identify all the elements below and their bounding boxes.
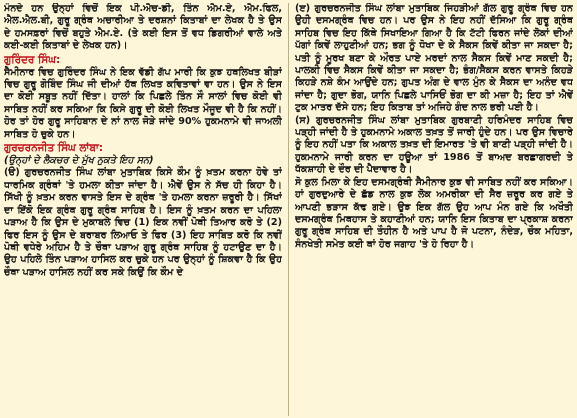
- lamba-point-a-paragraph: (ੳ) ਗੁਰਚਰਨਜੀਤ ਸਿੰਘ ਲਾਂਬਾ ਮੁਤਾਬਿਕ ਕਿਸੇ ਕੌਮ ਨੂੰ ਖ਼ਤਮ ਕਰਨਾ ਹੋਵੇ ਤਾਂ ਧਾਰਮਿਕ ਗ੍ਰੰਥਾਂ 'ਤੇ ਹਮਲਾ ਕੀਤਾ ਜਾਂਦਾ ਹੈ। ਐਵੇਂ ਉਸ ਨੇ ਸੱਚ ਹੀ ਕਿਹਾ ਹੈ। ਸਿੱਖੀ ਨੂੰ ਖ਼ਤਮ ਕਰਨ ਵਾਸਤੇ ਇਸ ਦੇ ਗ੍ਰੰਥ 'ਤੇ ਹਮਲਾ ਕਰਨਾ ਜ਼ਰੂਰੀ ਹੈ। ਸਿੱਖਾਂ ਦਾ ਇੱਕੋ ਇਕ ਗ੍ਰੰਥ ਗੁਰੂ ਗ੍ਰੰਥ ਸਾਹਿਬ ਹੈ। ਇਸ ਨੂੰ ਖ਼ਤਮ ਕਰਨ ਦਾ ਪਹਿਲਾ ਪੜਾਅ ਹੈ ਕਿ ਉਸ ਦੇ ਮੁਕਾਬਲੇ ਵਿਚ (1) ਇਕ ਨਵੀਂ ਪੋਥੀ ਤਿਆਰ ਕਰੋ ਤੇ (2) ਫਿਰ ਇਸ ਨੂੰ ਉਸ ਦੇ ਬਰਾਬਰ ਲਿਆਓ ਤੇ ਫਿਰ (3) ਇਹ ਸਾਬਿਤ ਕਰੋ ਕਿ ਨਵੀਂ ਪੋਥੀ ਵਧੇਰੇ ਅਹਿਮ ਹੈ ਤੇ ਚੌਥਾ ਪੜਾਅ ਗੁਰੂ ਗ੍ਰੰਥ ਸਾਹਿਬ ਨੂੰ ਹਟਾਉਣ ਦਾ ਹੈ। ਉਹ ਪਹਿਲੇ ਤਿੰਨ ਪੜਾਅ ਹਾਸਿਲ ਕਰ ਚੁਕੇ ਹਨ ਪਰ ਉਨ੍ਹਾਂ ਨੂੰ ਸ਼ਿਕਵਾ ਹੈ ਕਿ ਉਹ ਚੌਥਾ ਪੜਾਅ ਹਾਸਿਲ ਨਹੀਂ ਕਰ ਸਕੇ ਕਿਉਂ ਕਿ ਕੌਮ ਦੇ: [4, 167, 282, 278]
- intro-paragraph: ਮੰਨਦੇ ਹਨ ਉਨ੍ਹਾਂ ਵਿਚੋਂ ਇਕ ਪੀ.ਐਚ-ਡੀ, ਤਿੰਨ ਐਮ.ਏ, ਐਮ.ਫਿਲ, ਐਲ.ਐਲ.ਬੀ, ਗੁਰੂ ਗ੍ਰੰਥ ਅਚਾਰੀਆ ਤੇ ਦਰਸ਼ਨਾਂ ਕਿਤਾਬਾਂ ਦਾ ਲੇਖਕ ਹੈ ਤੇ ਉਸ ਦੇ ਹਮਸਫ਼ਰਾਂ ਵਿਚੋਂ ਬਹੁਤੇ ਐਮ.ਏ. (ਤੇ ਕਈ ਇਸ ਤੋਂ ਵਧ ਡਿਗਰੀਆਂ ਵਾਲੇ ਅਤੇ ਕਈ-ਕਈ ਕਿਤਾਬਾਂ ਦੇ ਲੇਖਕ ਹਨ)।: [4, 3, 282, 52]
- right-column: [295, 3, 573, 416]
- section-heading-gurinder-singh: ਗੁਰਿੰਦਰ ਸਿੰਘ:: [4, 53, 61, 66]
- lamba-point-e-paragraph: (ੲ) ਗੁਰਚਰਨਜੀਤ ਸਿੰਘ ਲਾਂਬਾ ਮੁਤਾਬਿਕ ਜਿਹੜੀਆਂ ਗੱਲ ਗੁਰੂ ਗ੍ਰੰਥ ਵਿਚ ਹਨ ਉਹੀ ਦਸਮਗ੍ਰੰਥ ਵਿਚ ਹਨ। ਪਰ ਉਸ ਨੇ ਇਹ ਨਹੀਂ ਦੱਸਿਆ ਕਿ ਗੁਰੂ ਗ੍ਰੰਥ ਸਾਹਿਬ ਵਿਚ ਇਹ ਕਿੱਥੇ ਸਿਖਾਇਆ ਗਿਆ ਹੈ ਕਿ ਟੱਟੀ ਫਿਰਨ ਜਾਂਦੇ ਲੋਕਾਂ ਦੀਆਂ ਪੱਗਾਂ ਕਿਵੇਂ ਲਾਹੁਣੀਆਂ ਹਨ; ਭਗ ਨੂੰ ਧੋਖਾ ਦੇ ਕੇ ਸੈਕਸ ਕਿਵੇਂ ਕੀਤਾ ਜਾ ਸਕਦਾ ਹੈ; ਪਤੀ ਨੂੰ ਮੂਰਖ ਬਣਾ ਕੇ ਔਰਤ ਪਾਏ ਮਰਦਾਂ ਨਾਲ ਸੈਕਸ ਕਿਵੇਂ ਮਾਣ ਸਕਦੀ ਹੈ; ਪਾਲਕੀ ਵਿਚ ਸੈਕਸ ਕਿਵੇਂ ਕੀਤਾ ਜਾ ਸਕਦਾ ਹੈ; ਭੰਗ/ਸੈਕਸ ਕਰਨ ਵਾਸਤੇ ਕਿਹੜੇ ਕਿਹੜੇ ਨਸ਼ੇ ਕੰਮ ਆਉਂਦੇ ਹਨ; ਗੁਪਤ ਅੰਗ ਦੇ ਵਾਲ ਮੁੰਨ ਕੇ ਸੈਕਸ ਦਾ ਅਨੰਦ ਵਧ ਜਾਂਦਾ ਹੈ; ਗੁਦਾ ਭੋਗ, ਯਾਨਿ ਪਿਛਲੇ ਪਾਸਿਓਂ ਭੋਗ ਦਾ ਕੀ ਮਜ਼ਾ ਹੈ; ਇਹ ਤਾਂ ਐਵੇਂ ਟੁਕ ਮਾਤਰ ਦੱਸੇ ਹਨ; ਇਹ ਕਿਤਾਬ ਤਾਂ ਅਜਿਹੇ ਗੰਦ ਨਾਲ ਭਰੀ ਪਈ ਹੈ।: [294, 3, 573, 114]
- conclusion-paragraph: ਸੋ ਕੁਲ ਮਿਲਾ ਕੇ ਇਹ ਦਸਮਗ੍ਰੰਥੀ ਸੈਮੀਨਾਰ ਕੁਝ ਵੀ ਸਾਬਿਤ ਨਹੀਂ ਕਰ ਸਕਿਆ। ਹਾਂ ਗੁਰਦੁਆਰੇ ਦੇ ਛੱਡ ਨਾਲ ਕੁਝ ਲੋਕ ਅਮਰੀਕਾ ਦੀ ਸੈਰ ਜ਼ਰੂਰ ਕਰ ਗਏ ਤੇ ਆਪਣੀ ਭੜਾਸ ਕੱਢ ਗਏ। ਉਝ ਇਕ ਗੱਲ ਉਹ ਆਪ ਮੰਨ ਗਏ ਕਿ ਅਖੌਤੀ ਦਸਮਗ੍ਰੰਥ ਮਿਥਹਾਸ ਤੇ ਕਹਾਣੀਆਂ ਹਨ; ਯਾਨਿ ਇਸ ਕਿਤਾਬ ਦਾ ਪ੍ਰਕਾਸ਼ ਕਰਨਾ ਗੁਰੂ ਗ੍ਰੰਥ ਸਾਹਿਬ ਦੀ ਤੌਹੀਨ ਹੈ ਅਤੇ ਪਾਪ ਹੈ ਜੋ ਪਟਨਾ, ਨੰਦੇੜ, ਚੌਕ ਮਹਿਤਾ, ਸੰਨਖੇਤੀ ਸਮੇਤ ਕਈ ਥਾਂ ਹੋਰ ਜਗਾਹ 'ਤੇ ਹੋ ਰਿਹਾ ਹੈ।: [294, 176, 573, 250]
- column-divider: [288, 3, 289, 416]
- lecture-points-subtitle: (ਉਨ੍ਹਾਂ ਦੇ ਲੈਕਚਰ ਦੇ ਮੁੱਖ ਨੁਕਤੇ ਇਹ ਸਨ): [4, 155, 154, 167]
- lamba-point-s-paragraph: (ਸ) ਗੁਰਚਰਨਜੀਤ ਸਿੰਘ ਲਾਂਬਾ ਮੁਤਾਬਿਕ ਗੁਰਬਾਣੀ ਹਰਿਮੰਦਰ ਸਾਹਿਬ ਵਿਚ ਪੜ੍ਹੀ ਜਾਂਦੀ ਹੈ ਤੇ ਹੁਕਮਨਾਮੇ ਅਕਾਲ ਤਖ਼ਤ ਤੋਂ ਜਾਰੀ ਹੁੰਦੇ ਹਨ। ਪਰ ਉਸ ਵਿਚਾਰੇ ਨੂੰ ਇਹ ਨਹੀਂ ਪਤਾ ਕਿ ਅਕਾਲ ਤਖ਼ਤ ਦੀ ਇਮਾਰਤ 'ਤੇ ਵੀ ਬਾਣੀ ਪੜ੍ਹੀ ਜਾਂਦੀ ਹੈ। ਹੁਕਮਨਾਮੇ ਜਾਰੀ ਕਰਨ ਦਾ ਹਊਆ ਤਾਂ 1986 ਤੋਂ ਬਾਅਦ ਬਰਛਾਗਰਦੀ ਤੇ ਧੱਕਸ਼ਾਹੀ ਦੇ ਦੌਰ ਦੀ ਪੈਦਾਵਾਰ ਹੈ।: [294, 114, 573, 176]
- section-heading-gurcharanjit-singh-lamba: ਗੁਰਚਰਨਜੀਤ ਸਿੰਘ ਲਾਂਬਾ:: [4, 142, 103, 155]
- gurinder-singh-paragraph: ਸੈਮੀਨਾਰ ਵਿਚ ਗੁਰਿੰਦਰ ਸਿੰਘ ਨੇ ਇਕ ਵੱਡੀ ਗੱਪ ਮਾਰੀ ਕਿ ਕੁਝ ਹਥਲਿਖਤ ਬੀੜਾਂ ਵਿਚ ਗੁਰੂ ਗੋਬਿੰਦ ਸਿੰਘ ਜੀ ਦੀਆਂ ਹੱਥ ਲਿਖਤ ਕਵਿਤਾਵਾਂ ਵਾ ਹਨ। ਉਸ ਨੇ ਇਸ ਦਾ ਕੋਈ ਸਬੂਤ ਨਹੀਂ ਦਿੱਤਾ। ਹਾਲਾਂ ਕਿ ਪਿਛਲੇ ਤਿੰਨ ਸੌ ਸਾਲਾਂ ਵਿਚ ਕੋਈ ਵੀ ਸਾਬਿਤ ਨਹੀਂ ਕਰ ਸਕਿਆ ਕਿ ਕਿਸੇ ਗੁਰੂ ਦੀ ਕੋਈ ਲਿਖਤ ਮੌਜੂਦ ਵੀ ਹੈ ਕਿ ਨਹੀਂ। ਹੋਰ ਤਾਂ ਹੋਰ ਗੁਰੂ ਸਾਹਿਬਾਨ ਦੇ ਨਾਂ ਨਾਲ ਜੋੜੇ ਜਾਂਦੇ 90% ਹੁਕਮਨਾਮੇ ਵੀ ਜਾਅਲੀ ਸਾਬਿਤ ਹੋ ਚੁਕੇ ਹਨ।: [4, 66, 282, 140]
- left-column: [4, 3, 282, 416]
